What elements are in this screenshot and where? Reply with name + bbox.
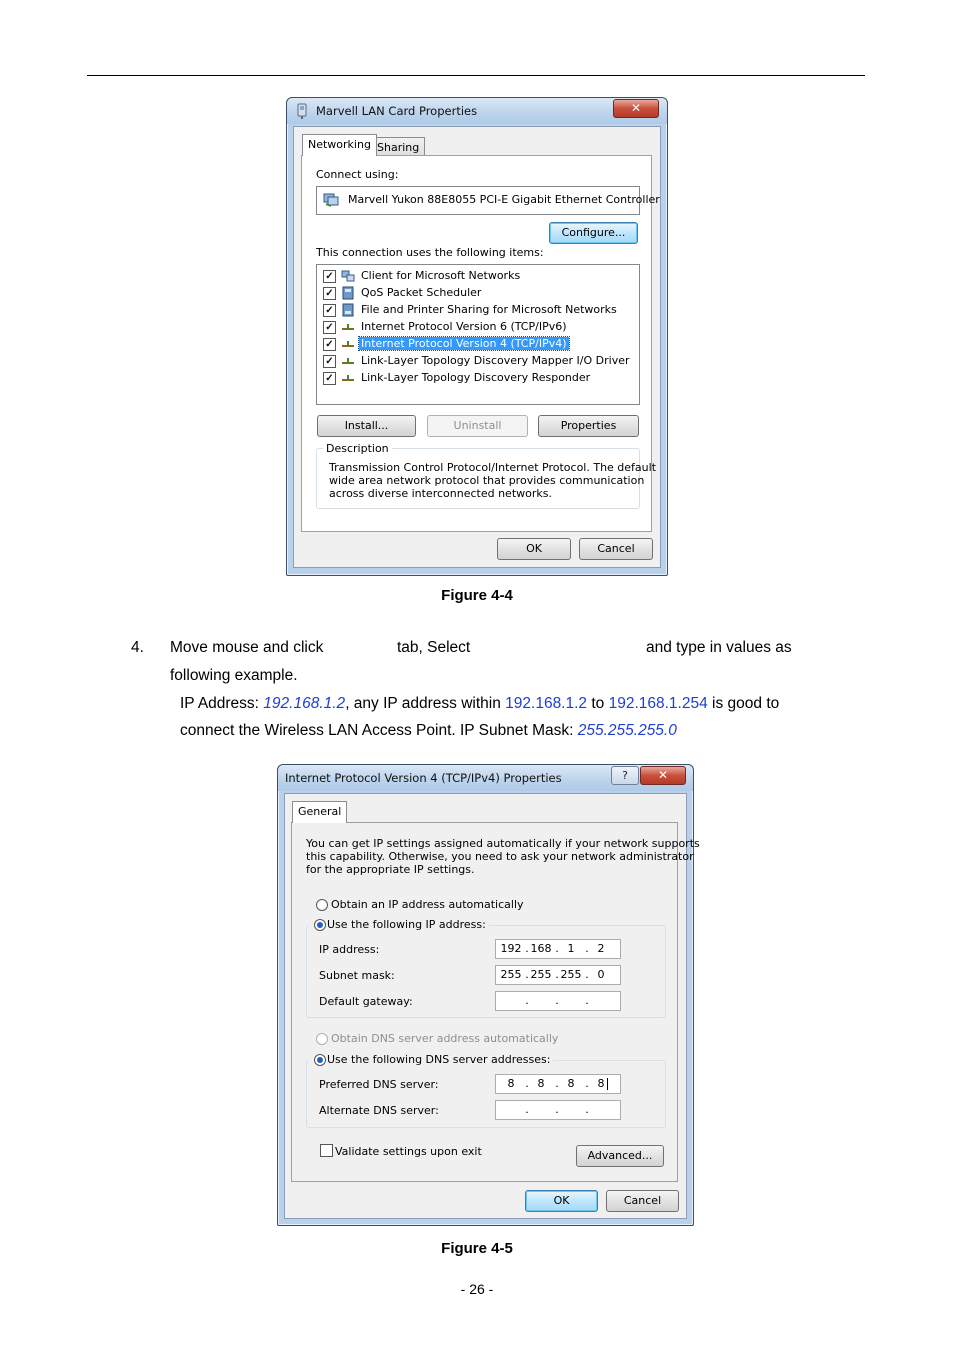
ip-octet: 255 [500,968,522,981]
adapter-name: Marvell Yukon 88E8055 PCI-E Gigabit Ethernet Controller [348,193,660,206]
ip-group [306,918,666,1018]
intro-line: for the appropriate IP settings. [306,863,475,876]
gateway-field[interactable] [495,991,621,1011]
close-button[interactable] [640,766,686,785]
ok-button[interactable]: OK [497,538,571,560]
dns-group [306,1053,666,1128]
network-adapter-icon [323,191,339,207]
ip-dot: . [525,1077,529,1090]
intro-line: You can get IP settings assigned automatically if your network supports [306,837,700,850]
network-card-icon [296,103,308,119]
cancel-button[interactable]: Cancel [579,538,653,560]
ip-octet: 2 [597,942,605,955]
ip-dot: . [525,968,529,981]
network-client-icon [341,269,355,283]
item-checkbox[interactable]: ✓ [323,321,336,334]
ip-octet: 255 [530,968,552,981]
description-line: Transmission Control Protocol/Internet Protocol. The default [329,461,657,474]
ip-dot: . [585,968,589,981]
item-checkbox[interactable]: ✓ [323,270,336,283]
connect-using-label: Connect using: [316,168,399,181]
range-tail: is good to [707,695,780,712]
range-start: 192.168.1.2 [505,695,588,712]
preferred-dns-field[interactable] [495,1074,621,1094]
page-number: - 26 - [460,1281,494,1297]
adapter-box [316,186,660,215]
ip-dot: . [525,1103,529,1116]
ip-label: IP Address: [180,695,264,712]
step-number: 4. [131,639,144,656]
ip-dot: . [525,994,529,1007]
alternate-dns-field[interactable] [495,1100,621,1120]
list-item[interactable] [323,319,633,336]
items-list [316,264,640,405]
properties-button[interactable]: Properties [538,415,639,437]
title-bar [278,765,693,791]
header-rule [87,75,865,76]
item-label: QoS Packet Scheduler [361,286,482,299]
ip-dot: . [555,968,559,981]
ip-dot: . [585,1077,589,1090]
intro-line: this capability. Otherwise, you need to ask your network administrator [306,850,694,863]
use-following-ip-radio[interactable] [314,919,326,931]
ip-dot: . [555,1077,559,1090]
description-line: across diverse interconnected networks. [329,487,552,500]
items-label: This connection uses the following items: [316,246,544,259]
cancel-button[interactable]: Cancel [606,1190,679,1212]
tab-panel [301,155,660,532]
protocol-icon [341,354,355,368]
step-text: Move mouse and click [170,639,324,656]
dialog-title: Marvell LAN Card Properties [316,104,478,118]
help-icon: ? [622,769,628,782]
tab-networking[interactable]: Networking [302,134,377,156]
ip-dot: . [585,1103,589,1116]
ip-dot: . [555,1103,559,1116]
close-button[interactable] [613,99,659,118]
configure-button[interactable]: Configure... [549,222,638,244]
tab-panel [291,822,700,1182]
dialog-title: Internet Protocol Version 4 (TCP/IPv4) Properties [285,771,562,785]
close-icon: ✕ [630,101,642,115]
use-following-dns-legend[interactable]: Use the following DNS server addresses: [309,1053,553,1066]
file-sharing-icon [341,303,355,317]
ip-dot: . [555,994,559,1007]
ip-octet: 192 [500,942,522,955]
item-checkbox[interactable]: ✓ [323,372,336,385]
list-item[interactable] [323,370,633,387]
description-line: wide area network protocol that provides communication [329,474,645,487]
list-item[interactable] [323,268,633,285]
validate-label[interactable]: Validate settings upon exit [335,1145,482,1158]
item-checkbox[interactable]: ✓ [323,304,336,317]
dialog-client [293,126,661,568]
ip-address-label: IP address: [319,943,380,956]
ip-address-line [180,694,779,714]
ip-octet: 1 [567,942,575,955]
ip-octet: 8 [567,1077,575,1090]
title-bar [287,98,667,124]
protocol-icon [341,371,355,385]
item-label: Link-Layer Topology Discovery Mapper I/O Driver [361,354,630,367]
item-label: Client for Microsoft Networks [361,269,521,282]
subnet-line [180,721,677,741]
scheduler-icon [341,286,355,300]
subnet-mask-label: Subnet mask: [319,969,395,982]
protocol-icon [341,337,355,351]
item-checkbox[interactable]: ✓ [323,287,336,300]
range-to: to [587,695,609,712]
ip-dot: . [555,942,559,955]
tab-general[interactable]: General [292,801,347,823]
step-text: tab, Select [397,639,471,656]
obtain-dns-auto-label[interactable]: Obtain DNS server address automatically [331,1032,559,1045]
description-group [316,442,657,509]
lan-properties-dialog [286,97,668,576]
use-following-dns-radio[interactable] [314,1054,326,1066]
ip-octet: 8 [597,1077,605,1090]
item-label: File and Printer Sharing for Microsoft Networks [361,303,617,316]
close-icon: ✕ [657,768,669,782]
alternate-dns-label: Alternate DNS server: [319,1104,439,1117]
item-checkbox[interactable]: ✓ [323,338,336,351]
obtain-ip-auto-label[interactable]: Obtain an IP address automatically [331,898,524,911]
preferred-dns-label: Preferred DNS server: [319,1078,439,1091]
step-text: and type in values as [646,639,792,656]
ip-octet: 0 [597,968,605,981]
ip-octet: 168 [530,942,552,955]
advanced-button[interactable]: Advanced... [576,1145,664,1167]
ip-dot: . [585,942,589,955]
ip-octet: 255 [560,968,582,981]
gateway-label: Default gateway: [319,995,413,1008]
ip-address-field[interactable] [495,939,621,959]
obtain-dns-auto-radio[interactable] [316,1033,328,1045]
item-checkbox[interactable]: ✓ [323,355,336,368]
list-item[interactable] [323,285,633,302]
subnet-text: connect the Wireless LAN Access Point. IP Subnet Mask: [180,722,578,739]
ip-dot: . [585,994,589,1007]
obtain-ip-auto-radio[interactable] [316,899,328,911]
item-label-selected: Internet Protocol Version 4 (TCP/IPv4) [361,337,567,350]
help-button[interactable] [611,766,639,785]
ip-octet: 8 [537,1077,545,1090]
range-end: 192.168.1.254 [608,695,708,712]
item-label: Internet Protocol Version 6 (TCP/IPv6) [361,320,567,333]
list-item[interactable] [323,353,633,370]
figure-caption: Figure 4-5 [441,1240,513,1257]
ip-value: 192.168.1.2 [263,695,346,712]
description-legend: Description [323,442,392,455]
list-item[interactable] [323,336,633,353]
ipv4-properties-dialog [277,764,700,1226]
ok-button[interactable]: OK [525,1190,598,1212]
list-item[interactable] [323,302,633,319]
ip-text: , any IP address within [345,695,506,712]
use-following-ip-legend[interactable]: Use the following IP address: [309,918,489,931]
figure-caption: Figure 4-4 [441,587,513,604]
validate-checkbox[interactable] [320,1144,333,1157]
item-label: Link-Layer Topology Discovery Responder [361,371,591,384]
mask-value: 255.255.255.0 [577,722,677,739]
dialog-client [284,793,700,1219]
subnet-mask-field[interactable] [495,965,621,985]
ip-octet: 8 [507,1077,515,1090]
text-cursor [607,1078,608,1090]
uninstall-button[interactable]: Uninstall [427,415,528,437]
install-button[interactable]: Install... [317,415,416,437]
step-text: following example. [170,667,298,684]
ip-dot: . [525,942,529,955]
protocol-icon [341,320,355,334]
tab-sharing[interactable]: Sharing [371,137,425,157]
